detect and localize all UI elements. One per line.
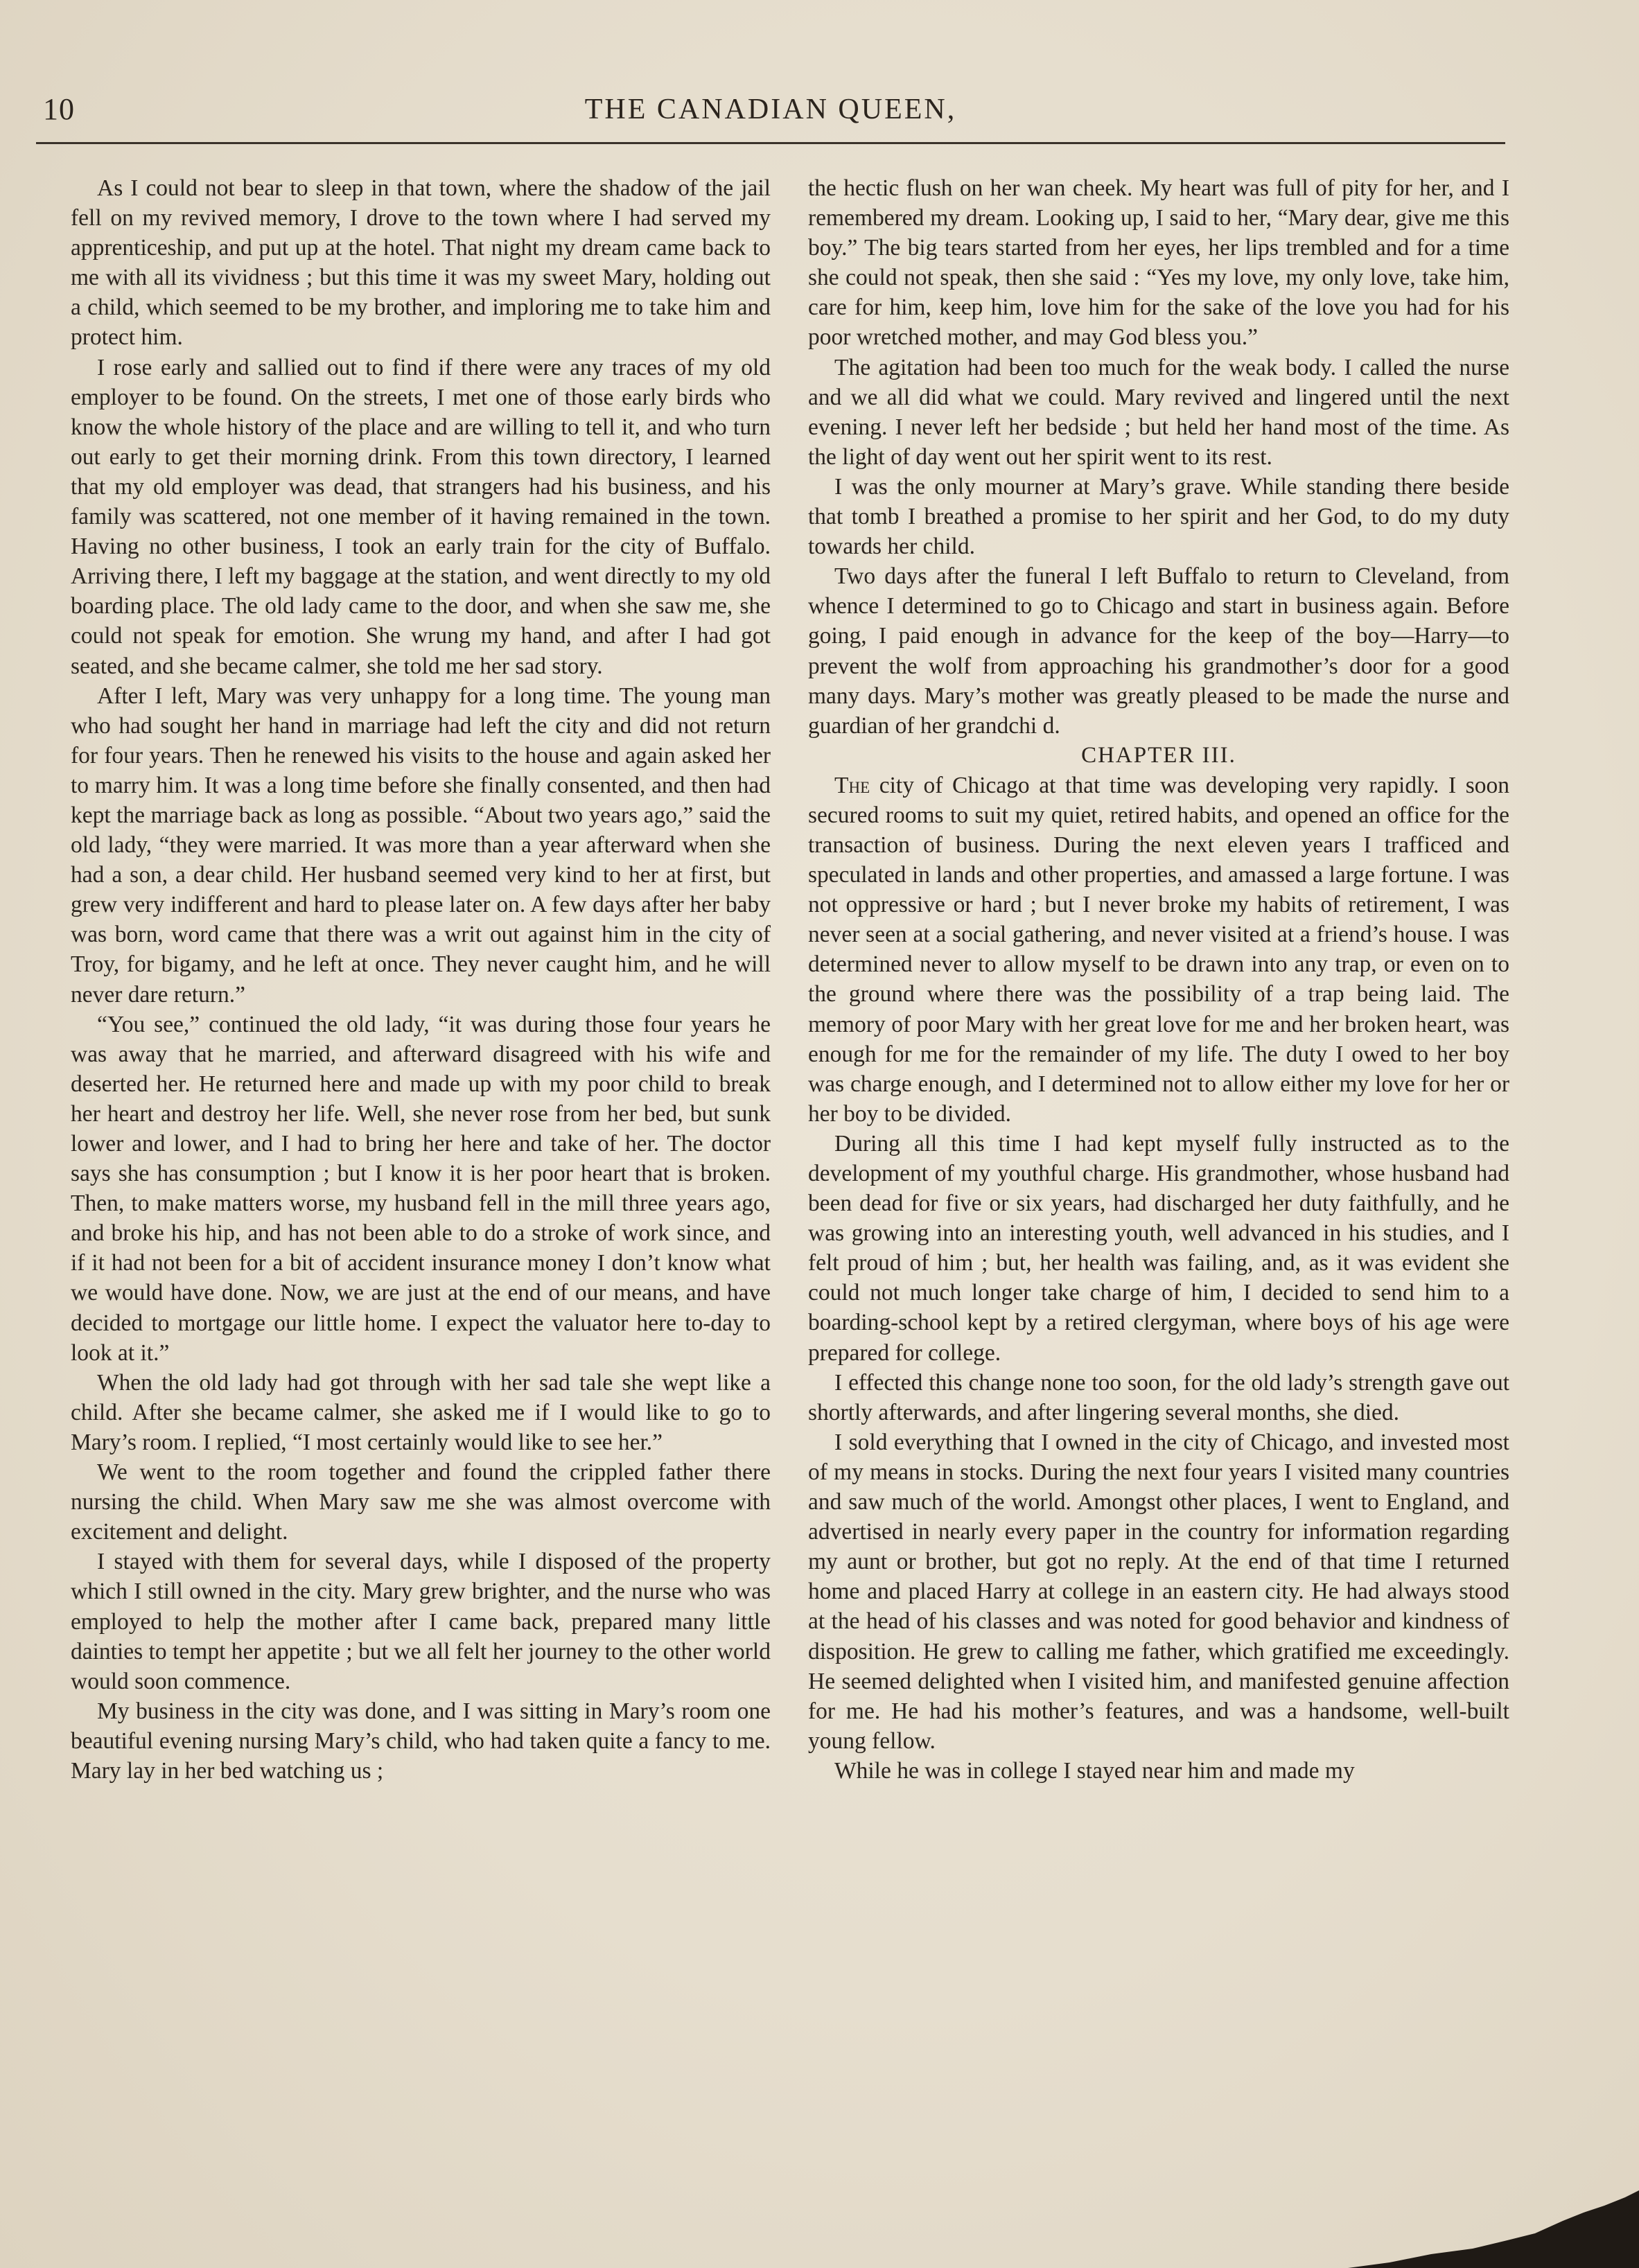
right-column bbox=[808, 173, 1509, 1786]
paragraph: While he was in college I stayed near him and made my bbox=[834, 1757, 1355, 1784]
paragraph: We went to the room together and found the crippled father there nursing the child. When Mary saw me she was almost overcome with excitement and delight. bbox=[71, 1459, 771, 1545]
chapter-heading: CHAPTER III. bbox=[1081, 742, 1236, 768]
page-header bbox=[36, 83, 1505, 146]
chapter-opening-paragraph bbox=[808, 771, 1509, 1129]
paragraph: I effected this change none too soon, for the old lady’s strength gave out shortly afterwards, and after lingering several months, she died. bbox=[808, 1369, 1509, 1425]
paragraph: The agitation had been too much for the weak body. I called the nurse and we all did what we could. Mary revived and lingered until the next evening. I never left her bedside ; but held her hand most of the time. As the light of day went out her spirit went to its rest. bbox=[808, 354, 1509, 470]
paragraph: After I left, Mary was very unhappy for a long time. The young man who had sought her hand in marriage had left the city and did not return for four years. Then he renewed his visits to the house and again asked her to marry him. It was a long time before she finally consented, and then had kept the marriage back as long as possible. “About two years ago,” said the old lady, “they were married. It was more than a year afterward when she had a son, a dear child. Her husband seemed very kind to her at first, but grew very indifferent and hard to please later on. A few days after her baby was born, word came that there was a writ out against him in the city of Troy, for bigamy, and he left at once. They never caught him, and he will never dare return.” bbox=[71, 683, 771, 1008]
paragraph: I rose early and sallied out to find if there were any traces of my old employer to be found. On the streets, I met one of those early birds who know the whole history of the place and are willing to tell it, and who turn out early to get their morning drink. From this town directory, I learned that my old employer was dead, that strangers had his business, and his family was scattered, not one member of it having remained in the town. Having no other business, I took an early train for the city of Buffalo. Arriving there, I left my baggage at the station, and went directly to my old boarding place. The old lady came to the door, and when she saw me, she could not speak for emotion. She wrung my hand, and after I had got seated, and she became calmer, she told me her sad story. bbox=[71, 354, 771, 679]
paragraph: Two days after the funeral I left Buffalo to return to Cleveland, from whence I determined to go to Chicago and start in business again. Before going, I paid enough in advance for the keep of the boy—Harry—to prevent the wolf from approaching his grandmother’s door for a good many days. Mary’s mother was greatly pleased to be made the nurse and guardian of her grandchi d. bbox=[808, 563, 1509, 739]
chapter-first-word: The bbox=[834, 772, 870, 798]
running-title: THE CANADIAN QUEEN, bbox=[584, 94, 957, 125]
paragraph: I was the only mourner at Mary’s grave. While standing there beside that tomb I breathed a promise to her spirit and her God, to do my duty towards her child. bbox=[808, 473, 1509, 560]
paragraph: When the old lady had got through with her sad tale she wept like a child. After she became calmer, she asked me if I would like to go to Mary’s room. I replied, “I most certainly would like to see her.” bbox=[71, 1369, 771, 1455]
paragraph: “You see,” continued the old lady, “it was during those four years he was away that he married, and afterward disagreed with his wife and deserted her. He returned here and made up with my poor child to break her heart and destroy her life. Well, she never rose from her bed, but sunk lower and lower, and I had to bring her here and take of her. The doctor says she has consumption ; but I know it is her poor heart that is broken. Then, to make matters worse, my husband fell in the mill three years ago, and broke his hip, and has not been able to do a stroke of work since, and if it had not been for a bit of accident insurance money I don’t know what we would have done. Now, we are just at the end of our means, and have decided to mortgage our little home. I expect the valuator here to-day to look at it.” bbox=[71, 1011, 771, 1366]
paragraph: the hectic flush on her wan cheek. My heart was full of pity for her, and I remembered my dream. Looking up, I said to her, “Mary dear, give me this boy.” The big tears started from her eyes, her lips trembled and for a time she could not speak, then she said : “Yes my love, my only love, take him, care for him, keep him, love him for the sake of the love you had for his poor wretched mother, and may God bless you.” bbox=[808, 175, 1509, 351]
torn-corner-edge bbox=[1348, 2185, 1639, 2268]
page-number: 10 bbox=[43, 92, 75, 126]
paragraph: I stayed with them for several days, while I disposed of the property which I still owned in the city. Mary grew brighter, and the nurse who was employed to help the mother after I came back, prepared many little dainties to tempt her appetite ; but we all felt her journey to the other world would soon commence. bbox=[71, 1549, 771, 1694]
chapter-first-paragraph-text: city of Chicago at that time was developing very rapidly. I soon secured rooms to suit my quiet, retired habits, and opened an office for the transaction of business. During the next eleven years I trafficed and speculated in lands and other properties, and amassed a large fortune. I was not oppressive or hard ; but I never broke my habits of retirement, I was never seen at a social gathering, and never visited at a friend’s house. I was determined never to allow myself to be drawn into any trap, or even on to the ground where there was the possibility of a trap being laid. The memory of poor Mary with her great love for me and her broken heart, was enough for me for the remainder of my life. The duty I owed to her boy was charge enough, and I determined not to allow either my love for her or her boy to be divided. bbox=[808, 772, 1509, 1127]
paragraph: During all this time I had kept myself fully instructed as to the development of my youthful charge. His grandmother, whose husband had been dead for five or six years, had discharged her duty faithfully, and he was growing into an interesting youth, well advanced in his studies, and I felt proud of him ; but, her health was failing, and, as it was evident she could not much longer take charge of him, I decided to send him to a boarding-school kept by a retired clergyman, where boys of his age were prepared for college. bbox=[808, 1130, 1509, 1366]
paragraph: As I could not bear to sleep in that town, where the shadow of the jail fell on my revived memory, I drove to the town where I had served my apprenticeship, and put up at the hotel. That night my dream came back to me with all its vividness ; but this time it was my sweet Mary, holding out a child, which seemed to be my brother, and imploring me to take him and protect him. bbox=[71, 175, 771, 351]
paragraph: I sold everything that I owned in the city of Chicago, and invested most of my means in stocks. During the next four years I visited many countries and saw much of the world. Amongst other places, I went to England, and advertised in nearly every paper in the country for information regarding my aunt or brother, but got no reply. At the end of that time I returned home and placed Harry at college in an eastern city. He had always stood at the head of his classes and was noted for good behavior and kindness of disposition. He grew to calling me father, which gratified me exceedingly. He seemed delighted when I visited him, and manifested genuine affection for me. He had his mother’s features, and was a handsome, well-built young fellow. bbox=[808, 1429, 1509, 1754]
header-rule bbox=[36, 142, 1505, 144]
left-column bbox=[71, 173, 771, 1786]
paragraph: My business in the city was done, and I was sitting in Mary’s room one beautiful evening nursing Mary’s child, who had taken quite a fancy to me. Mary lay in her bed watching us ; bbox=[71, 1698, 771, 1784]
